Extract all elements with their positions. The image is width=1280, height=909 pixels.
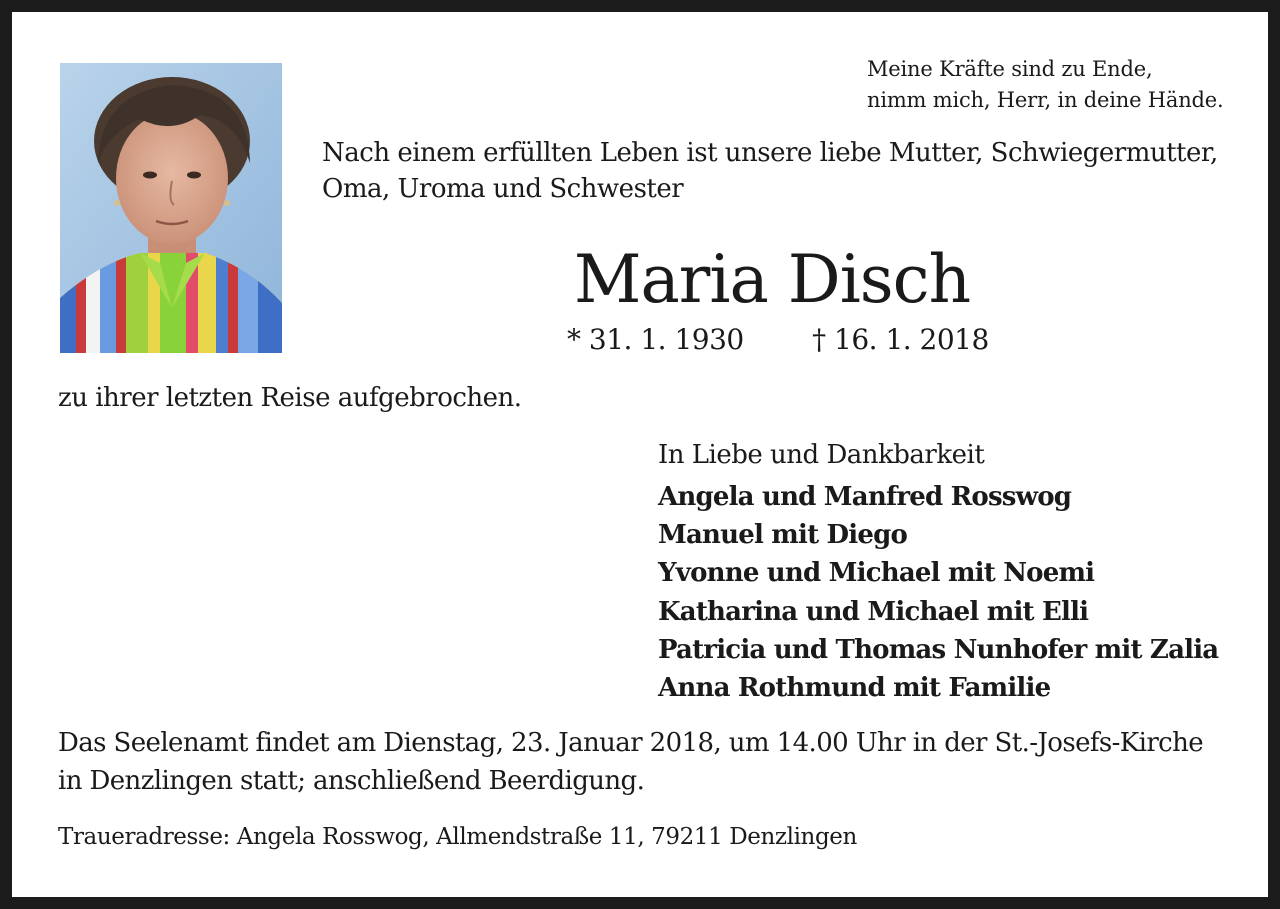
intro-text	[322, 135, 1218, 207]
mourner-name: Anna Rothmund mit Familie	[658, 673, 1051, 704]
intro-line-1: Nach einem erfüllten Leben ist unsere liebe Mutter, Schwiegermutter,	[322, 138, 1218, 168]
mourners-greeting: In Liebe und Dankbarkeit	[658, 440, 985, 470]
intro-line-2: Oma, Uroma und Schwester	[322, 174, 684, 204]
mourner-name: Angela und Manfred Rosswog	[658, 482, 1072, 512]
mourner-name: Patricia und Thomas Nunhofer mit Zalia	[658, 634, 1219, 665]
departed-text: zu ihrer letzten Reise aufgebrochen.	[58, 383, 522, 413]
verse-line-1: Meine Kräfte sind zu Ende,	[867, 57, 1153, 81]
service-info	[58, 724, 1203, 800]
mourning-address: Traueradresse: Angela Rosswog, Allmendstraße 11, 79211 Denzlingen	[58, 824, 857, 850]
mourners-block	[658, 436, 1218, 707]
portrait-photo	[60, 63, 282, 353]
mourner-name: Yvonne und Michael mit Noemi	[658, 558, 1095, 589]
mourners-list	[658, 478, 1218, 707]
verse	[867, 54, 1224, 116]
service-line-1: Das Seelenamt findet am Dienstag, 23. Januar 2018, um 14.00 Uhr in der St.-Josefs-Kirche	[58, 728, 1204, 758]
mourner-name: Manuel mit Diego	[658, 520, 908, 551]
obituary-notice	[12, 12, 1268, 897]
deceased-name: Maria Disch	[573, 241, 971, 318]
death-date: † 16. 1. 2018	[812, 323, 989, 356]
verse-line-2: nimm mich, Herr, in deine Hände.	[867, 88, 1224, 112]
birth-date: * 31. 1. 1930	[567, 323, 744, 356]
mourner-name: Katharina und Michael mit Elli	[658, 596, 1089, 627]
life-dates	[567, 322, 989, 358]
service-line-2: in Denzlingen statt; anschließend Beerdigung.	[58, 766, 645, 796]
